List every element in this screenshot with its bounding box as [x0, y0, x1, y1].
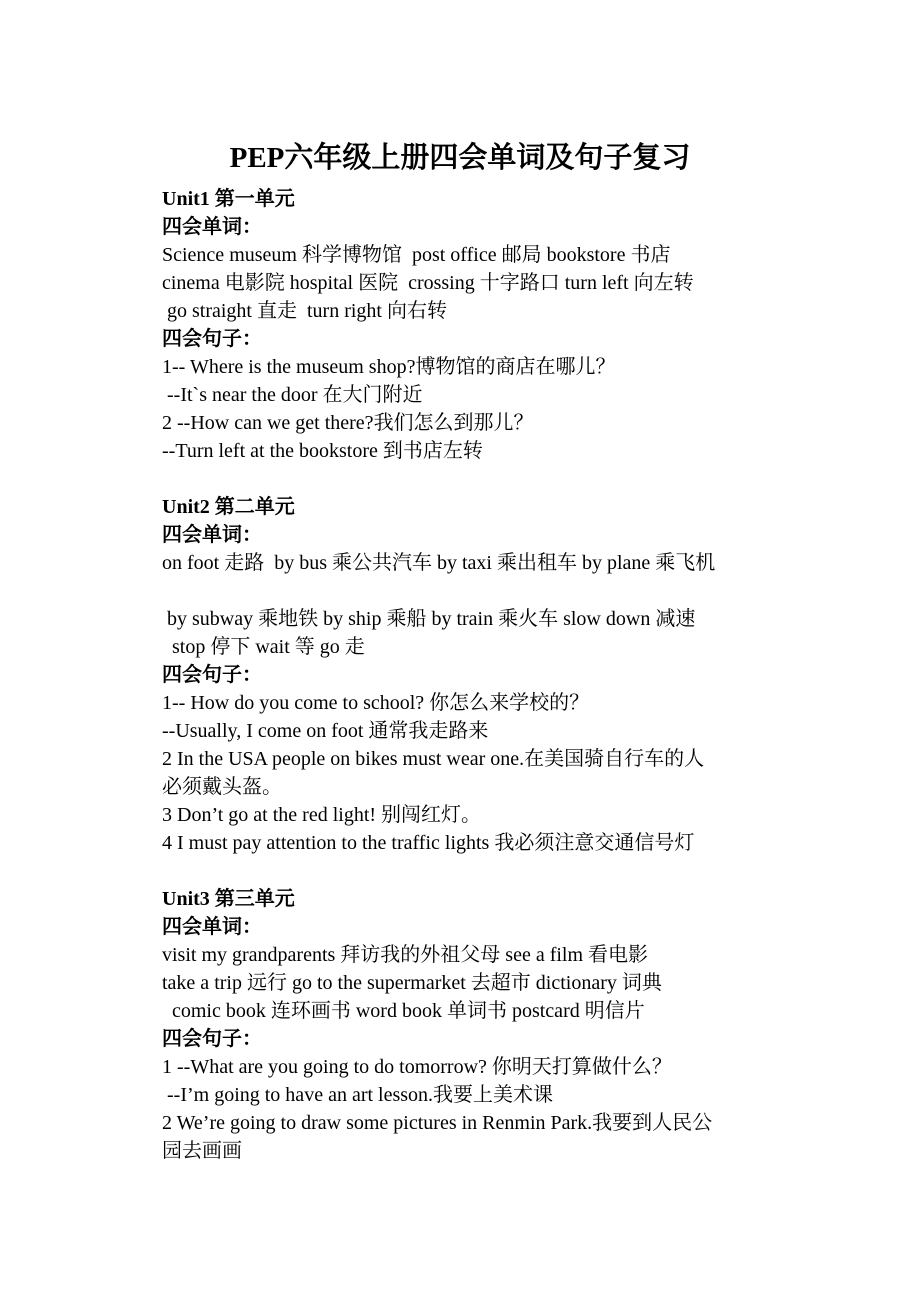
- word-line: comic book 连环画书 word book 单词书 postcard 明信片: [162, 1000, 645, 1022]
- words-label: 四会单词：: [162, 916, 262, 938]
- word-line: by subway 乘地铁 by ship 乘船 by train 乘火车 slow down 减速: [162, 608, 696, 630]
- words-label: 四会单词：: [162, 216, 262, 238]
- sentence-line: 2 --How can we get there?我们怎么到那儿？: [162, 412, 534, 434]
- sentence-line: 园去画画: [162, 1140, 242, 1162]
- sentence-line: 必须戴头盔。: [162, 776, 282, 798]
- sentence-line: 4 I must pay attention to the traffic lights 我必须注意交通信号灯: [162, 832, 695, 854]
- word-line: go straight 直走 turn right 向右转: [162, 300, 447, 322]
- sentence-line: 2 We’re going to draw some pictures in Renmin Park.我要到人民公: [162, 1112, 713, 1134]
- sentences-label: 四会句子：: [162, 328, 262, 350]
- page-title: PEP六年级上册四会单词及句子复习: [229, 142, 691, 174]
- word-line: on foot 走路 by bus 乘公共汽车 by taxi 乘出租车 by plane 乘飞机: [162, 552, 716, 574]
- word-line: Science museum 科学博物馆 post office 邮局 bookstore 书店: [162, 244, 671, 266]
- word-line: take a trip 远行 go to the supermarket 去超市 dictionary 词典: [162, 972, 662, 994]
- word-line: cinema 电影院 hospital 医院 crossing 十字路口 turn left 向左转: [162, 272, 694, 294]
- sentence-line: --It`s near the door 在大门附近: [162, 384, 423, 406]
- sentence-line: 3 Don’t go at the red light! 别闯红灯。: [162, 804, 482, 826]
- words-label: 四会单词：: [162, 524, 262, 546]
- sentences-label: 四会句子：: [162, 1028, 262, 1050]
- sentence-line: 1 --What are you going to do tomorrow? 你明天打算做什么？: [162, 1056, 672, 1078]
- sentence-line: --Turn left at the bookstore 到书店左转: [162, 440, 483, 462]
- unit-heading: Unit1 第一单元: [162, 188, 295, 210]
- sentences-label: 四会句子：: [162, 664, 262, 686]
- sentence-line: --Usually, I come on foot 通常我走路来: [162, 720, 489, 742]
- word-line: stop 停下 wait 等 go 走: [162, 636, 365, 658]
- word-line: visit my grandparents 拜访我的外祖父母 see a film 看电影: [162, 944, 649, 966]
- unit-heading: Unit2 第二单元: [162, 496, 295, 518]
- sentence-line: 1-- How do you come to school? 你怎么来学校的？: [162, 692, 590, 714]
- unit-heading: Unit3 第三单元: [162, 888, 295, 910]
- sentence-line: 2 In the USA people on bikes must wear one.在美国骑自行车的人: [162, 748, 705, 770]
- sentence-line: --I’m going to have an art lesson.我要上美术课: [162, 1084, 554, 1106]
- sentence-line: 1-- Where is the museum shop?博物馆的商店在哪儿？: [162, 356, 616, 378]
